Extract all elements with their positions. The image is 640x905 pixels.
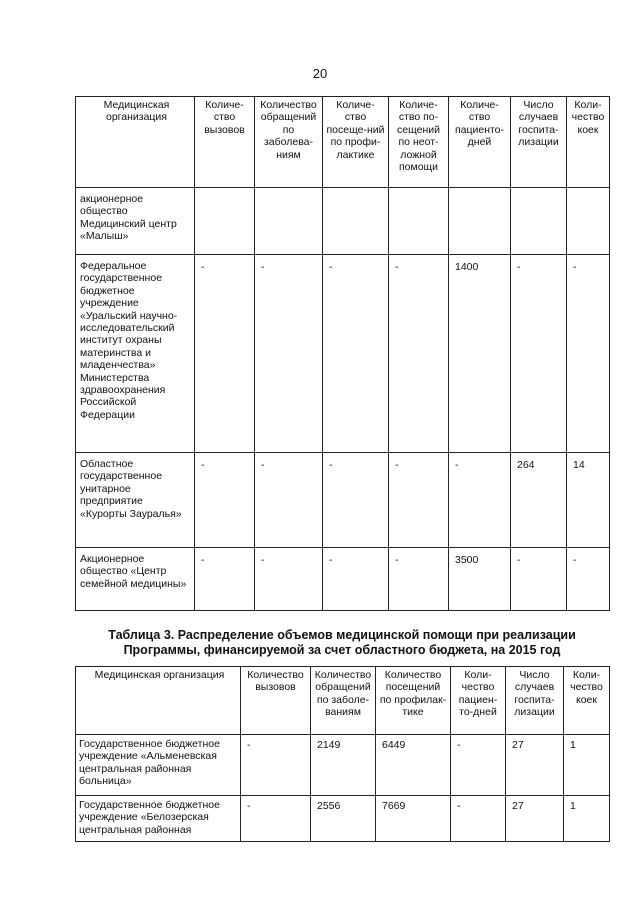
cell-disease-visits: - [255, 255, 323, 453]
table-row [76, 548, 610, 611]
table-row [76, 735, 610, 796]
cell-beds: 1 [564, 735, 610, 796]
cell-emergency-visits [389, 188, 449, 255]
cell-calls: - [195, 548, 255, 611]
cell-beds: - [567, 255, 610, 453]
cell-preventive-visits: - [323, 453, 389, 548]
cell-calls [195, 188, 255, 255]
org-name: Государственное бюджетное учреждение «Альменевская центральная районная больница» [76, 735, 241, 796]
col-header-preventive-visits: Количе-ство посеще-ний по профи-лактике [323, 97, 389, 188]
cell-beds: 14 [567, 453, 610, 548]
col-header-hospitalizations: Число случаев госпита-лизации [511, 97, 567, 188]
org-name: Государственное бюджетное учреждение «Белозерская центральная районная [76, 796, 241, 842]
cell-patient-days: - [451, 735, 506, 796]
table-3 [75, 666, 610, 842]
cell-disease-visits: 2149 [311, 735, 376, 796]
table-row [76, 796, 610, 842]
cell-beds: 1 [564, 796, 610, 842]
cell-preventive-visits: - [323, 548, 389, 611]
table-1 [75, 96, 610, 611]
cell-hospitalizations: - [511, 255, 567, 453]
cell-emergency-visits: - [389, 255, 449, 453]
cell-patient-days: 3500 [449, 548, 511, 611]
cell-patient-days: 1400 [449, 255, 511, 453]
cell-patient-days [449, 188, 511, 255]
cell-hospitalizations: 27 [506, 735, 564, 796]
col-header-beds: Коли-чество коек [564, 667, 610, 735]
org-name: Областное государственное унитарное предприятие «Курорты Зауралья» [76, 453, 195, 548]
cell-hospitalizations: - [511, 548, 567, 611]
table-row [76, 453, 610, 548]
col-header-disease-visits: Количество обращений по заболева-ниям [255, 97, 323, 188]
cell-disease-visits: 2556 [311, 796, 376, 842]
cell-emergency-visits: - [389, 548, 449, 611]
cell-preventive-visits [323, 188, 389, 255]
org-name: акционерное общество Медицинский центр «Малыш» [76, 188, 195, 255]
cell-disease-visits: - [255, 453, 323, 548]
col-header-preventive-visits: Количество посещений по профилак-тике [376, 667, 451, 735]
col-header-calls: Количество вызовов [241, 667, 311, 735]
cell-calls: - [241, 735, 311, 796]
cell-disease-visits [255, 188, 323, 255]
col-header-calls: Количе-ство вызовов [195, 97, 255, 188]
table-3-header-row [76, 667, 610, 735]
table-row [76, 255, 610, 453]
cell-hospitalizations: 27 [506, 796, 564, 842]
cell-hospitalizations [511, 188, 567, 255]
page-number: 20 [312, 66, 328, 81]
cell-calls: - [195, 453, 255, 548]
col-header-patient-days: Коли-чество пациен-то-дней [451, 667, 506, 735]
org-name: Акционерное общество «Центр семейной медицины» [76, 548, 195, 611]
cell-preventive-visits: 6449 [376, 735, 451, 796]
cell-hospitalizations: 264 [511, 453, 567, 548]
cell-emergency-visits: - [389, 453, 449, 548]
org-name: Федеральное государственное бюджетное учреждение «Уральский научно-исследовательский институт охраны материнства и младенчества» Министерства здравоохранения Российской Федерации [76, 255, 195, 453]
cell-disease-visits: - [255, 548, 323, 611]
cell-preventive-visits: 7669 [376, 796, 451, 842]
cell-calls: - [241, 796, 311, 842]
cell-patient-days: - [451, 796, 506, 842]
table-row [76, 188, 610, 255]
cell-calls: - [195, 255, 255, 453]
col-header-hospitalizations: Число случаев госпита-лизации [506, 667, 564, 735]
table-3-title: Таблица 3. Распределение объемов медицинской помощи при реализации Программы, финансируемой за счет областного бюджета, на 2015 год [108, 628, 576, 657]
cell-patient-days: - [449, 453, 511, 548]
col-header-patient-days: Количе-ство пациенто-дней [449, 97, 511, 188]
col-header-disease-visits: Количество обращений по заболе-ваниям [311, 667, 376, 735]
cell-beds: - [567, 548, 610, 611]
col-header-beds: Коли-чество коек [567, 97, 610, 188]
cell-preventive-visits: - [323, 255, 389, 453]
col-header-emergency-visits: Количе-ство по-сещений по неот-ложной помощи [389, 97, 449, 188]
cell-beds [567, 188, 610, 255]
col-header-organization: Медицинская организация [76, 667, 241, 735]
table-1-header-row [76, 97, 610, 188]
col-header-organization: Медицинская организация [76, 97, 195, 188]
